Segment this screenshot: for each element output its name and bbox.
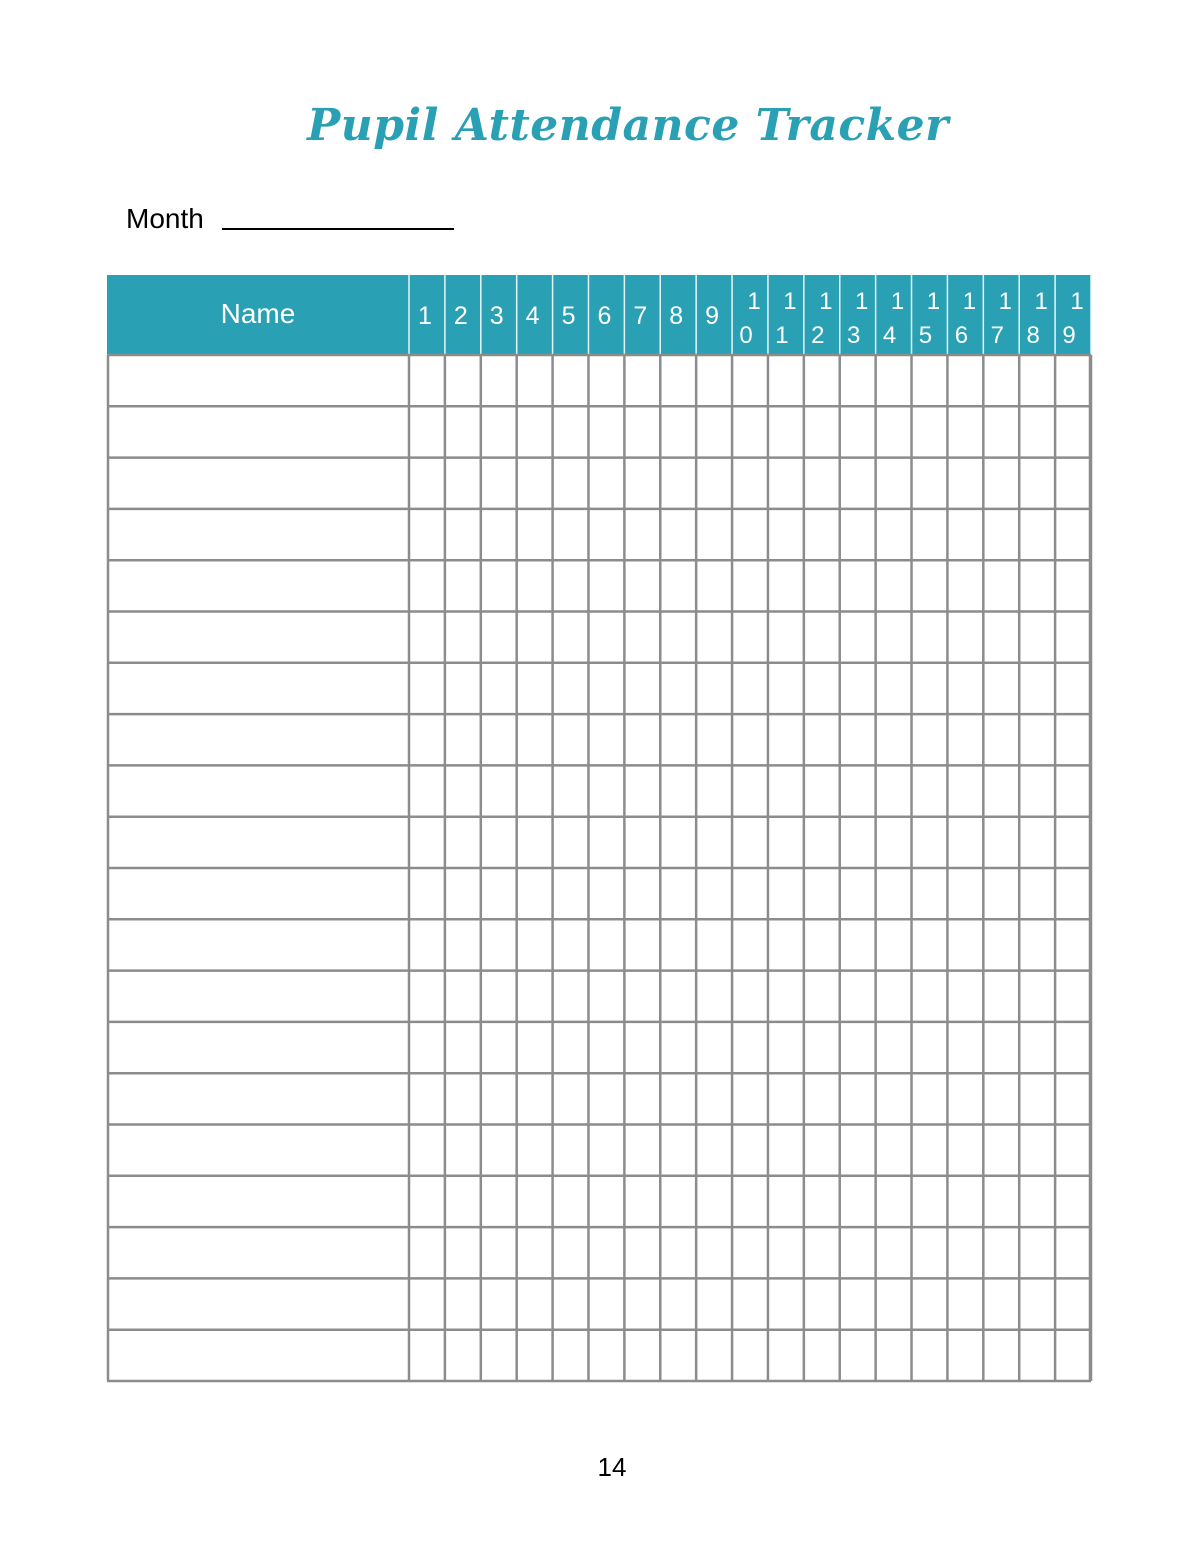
attendance-grid <box>107 275 1091 1381</box>
day-header-11-units: 1 <box>775 322 789 349</box>
name-column-header: Name <box>220 298 296 329</box>
name-cell[interactable] <box>109 716 407 763</box>
day-header-7: 7 <box>633 302 648 330</box>
page-number: 14 <box>597 1452 627 1482</box>
day-header-13-tens: 1 <box>855 288 869 315</box>
name-cell[interactable] <box>109 921 407 968</box>
name-cell[interactable] <box>109 665 407 712</box>
day-header-16-units: 6 <box>954 322 969 349</box>
day-header-6: 6 <box>597 302 612 330</box>
day-header-1: 1 <box>417 302 432 330</box>
day-header-13-units: 3 <box>847 322 861 349</box>
day-header-12-tens: 1 <box>819 288 833 315</box>
name-cell[interactable] <box>109 1075 407 1122</box>
name-cell[interactable] <box>109 562 407 609</box>
month-input-line[interactable] <box>222 228 454 230</box>
day-header-10-units: 0 <box>739 322 753 349</box>
name-cell[interactable] <box>109 1229 407 1276</box>
day-header-14-units: 4 <box>882 322 897 349</box>
month-field-row <box>126 196 454 236</box>
name-cell[interactable] <box>109 973 407 1020</box>
day-header-9: 9 <box>705 302 720 330</box>
name-cell[interactable] <box>109 357 407 404</box>
day-header-4: 4 <box>525 302 540 330</box>
day-header-18-tens: 1 <box>1034 288 1048 315</box>
name-cell[interactable] <box>109 1332 407 1379</box>
day-header-3: 3 <box>489 302 504 330</box>
name-cell[interactable] <box>109 408 407 455</box>
day-header-15-units: 5 <box>918 322 933 349</box>
day-header-18-units: 8 <box>1026 322 1040 349</box>
page-title: Pupil Attendance Tracker <box>307 100 949 151</box>
name-cell[interactable] <box>109 460 407 507</box>
day-header-10-tens: 1 <box>747 288 761 315</box>
day-header-12-units: 2 <box>811 322 825 349</box>
name-cell[interactable] <box>109 1178 407 1225</box>
attendance-table <box>107 275 1091 1381</box>
name-cell[interactable] <box>109 767 407 814</box>
name-cell[interactable] <box>109 511 407 558</box>
month-label: Month <box>126 203 204 234</box>
day-header-17-units: 7 <box>990 322 1004 349</box>
name-cell[interactable] <box>109 1127 407 1174</box>
day-header-19-units: 9 <box>1062 322 1076 349</box>
name-cell[interactable] <box>109 614 407 661</box>
day-header-8: 8 <box>669 302 684 330</box>
day-header-2: 2 <box>453 302 468 330</box>
day-header-5: 5 <box>561 302 576 330</box>
name-cell[interactable] <box>109 1024 407 1071</box>
day-header-16-tens: 1 <box>962 288 977 315</box>
day-header-15-tens: 1 <box>926 288 941 315</box>
day-header-17-tens: 1 <box>998 288 1012 315</box>
day-header-14-tens: 1 <box>890 288 905 315</box>
name-cell[interactable] <box>109 819 407 866</box>
day-header-19-tens: 1 <box>1070 288 1084 315</box>
name-cell[interactable] <box>109 1280 407 1327</box>
day-header-11-tens: 1 <box>783 288 797 315</box>
name-cell[interactable] <box>109 870 407 917</box>
